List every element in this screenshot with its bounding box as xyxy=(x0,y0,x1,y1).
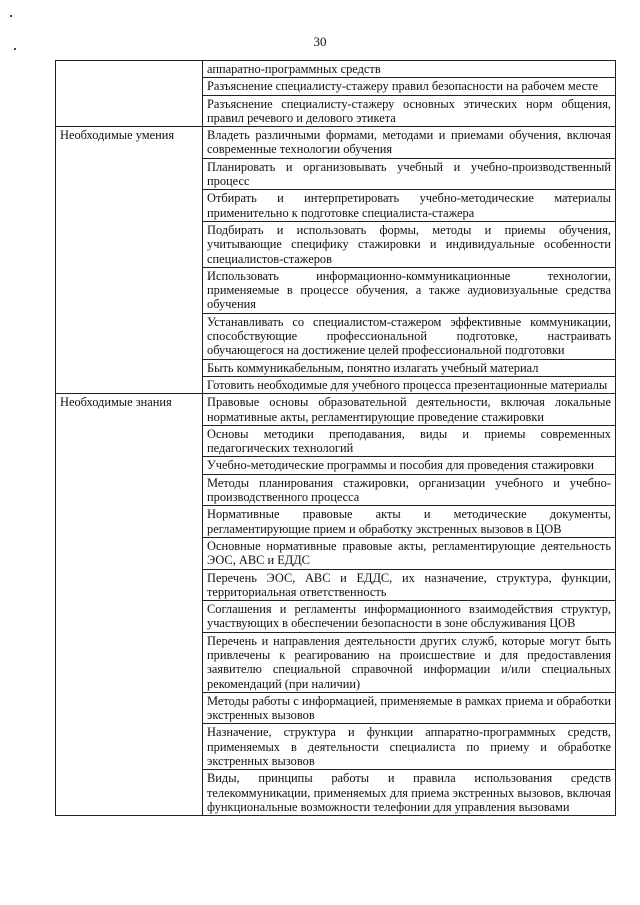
section-label-cell xyxy=(56,61,203,127)
requirement-cell xyxy=(203,724,616,770)
requirement-cell xyxy=(203,692,616,724)
requirement-cell xyxy=(203,267,616,313)
requirement-text: Виды, принципы работы и правила использования средств телекоммуникации, применяемых для приема экстренных вызовов, включая функциональные возможности телефонии для управления вызовами xyxy=(207,771,611,814)
requirement-text: Назначение, структура и функции аппаратно-программных средств, применяемых в деятельности специалиста по приему и обработке экстренных вызовов xyxy=(207,725,611,769)
requirement-text: Разъяснение специалисту-стажеру основных этических норм общения, правил речевого и делового этикета xyxy=(207,96,611,125)
requirement-text: Методы планирования стажировки, организации учебного и учебно-производственного процесса xyxy=(207,475,611,505)
requirement-text: Правовые основы образовательной деятельности, включая локальные нормативные акты, регламентирующие проведение стажировки xyxy=(207,395,611,424)
requirement-text: Разъяснение специалисту-стажеру правил безопасности на рабочем месте xyxy=(207,79,598,94)
requirement-text: Использовать информационно-коммуникационные технологии, применяемые в процессе обучения, а также аудиовизуальные средства обучения xyxy=(207,268,611,312)
requirement-cell xyxy=(203,425,616,457)
requirement-cell xyxy=(203,78,616,95)
requirement-cell xyxy=(203,770,616,816)
table-row xyxy=(56,61,616,78)
requirement-cell xyxy=(203,376,616,393)
requirement-cell xyxy=(203,537,616,569)
section-label-cell xyxy=(56,127,203,394)
table-body xyxy=(56,61,616,816)
qualification-table xyxy=(55,60,616,816)
requirement-cell xyxy=(203,601,616,633)
requirement-text: Устанавливать со специалистом-стажером эффективные коммуникации, способствующие профессиональной подготовке, настраивать обучающегося на достижение целей профессиональной подготовки xyxy=(207,314,611,358)
requirement-cell xyxy=(203,127,616,159)
requirement-cell xyxy=(203,158,616,190)
requirement-text: Готовить необходимые для учебного процесса презентационные материалы xyxy=(207,377,608,392)
section-label: Необходимые умения xyxy=(60,128,175,143)
page-number: 30 xyxy=(313,34,327,49)
table-row xyxy=(56,394,616,426)
requirement-text: Основные нормативные правовые акты, регламентирующие деятельность ЭОС, АВС и ЕДДС xyxy=(207,538,611,568)
section-label: Необходимые знания xyxy=(60,395,172,410)
requirement-cell xyxy=(203,359,616,376)
requirement-text: Основы методики преподавания, виды и приемы современных педагогических технологий xyxy=(207,426,611,456)
requirement-cell xyxy=(203,457,616,474)
requirement-cell xyxy=(203,632,616,692)
scan-speck xyxy=(10,15,12,17)
requirement-text: Планировать и организовывать учебный и учебно-производственный процесс xyxy=(207,159,611,189)
requirement-cell xyxy=(203,569,616,601)
requirement-cell xyxy=(203,95,616,127)
requirement-cell xyxy=(203,474,616,506)
requirement-text: Владеть различными формами, методами и приемами обучения, включая современные технологии обучения xyxy=(207,128,611,157)
requirement-text: Перечень ЭОС, АВС и ЕДДС, их назначение, структура, функции, территориальная ответственность xyxy=(207,570,611,599)
requirement-cell xyxy=(203,190,616,222)
requirement-cell xyxy=(203,313,616,359)
requirement-cell xyxy=(203,394,616,426)
requirement-text: Нормативные правовые акты и методические документы, регламентирующие прием и обработку экстренных вызовов в ЦОВ xyxy=(207,507,611,536)
table-row xyxy=(56,127,616,159)
requirement-cell xyxy=(203,506,616,538)
requirement-text: Отбирать и интерпретировать учебно-методические материалы применительно к подготовке специалиста-стажера xyxy=(207,191,611,220)
section-label-cell xyxy=(56,394,203,816)
requirement-text: Перечень и направления деятельности других служб, которые могут быть привлечены к реагированию на происшествие и для предоставления заявителю специальной справочной информации и/или специальных рекомендаций (при наличии) xyxy=(207,633,611,691)
requirement-text: Учебно-методические программы и пособия для проведения стажировки xyxy=(207,458,595,473)
requirement-cell xyxy=(203,61,616,78)
requirement-cell xyxy=(203,221,616,267)
requirement-text: Быть коммуникабельным, понятно излагать учебный материал xyxy=(207,360,539,375)
requirement-text: аппаратно-программных средств xyxy=(207,62,381,76)
requirement-text: Методы работы с информацией, применяемые в рамках приема и обработки экстренных вызовов xyxy=(207,693,611,723)
requirement-text: Соглашения и регламенты информационного взаимодействия структур, участвующих в обеспечении безопасности в зоне обслуживания ЦОВ xyxy=(207,602,611,631)
requirement-text: Подбирать и использовать формы, методы и приемы обучения, учитывающие специфику стажировки и индивидуальные особенности специалистов-стажеров xyxy=(207,222,611,266)
